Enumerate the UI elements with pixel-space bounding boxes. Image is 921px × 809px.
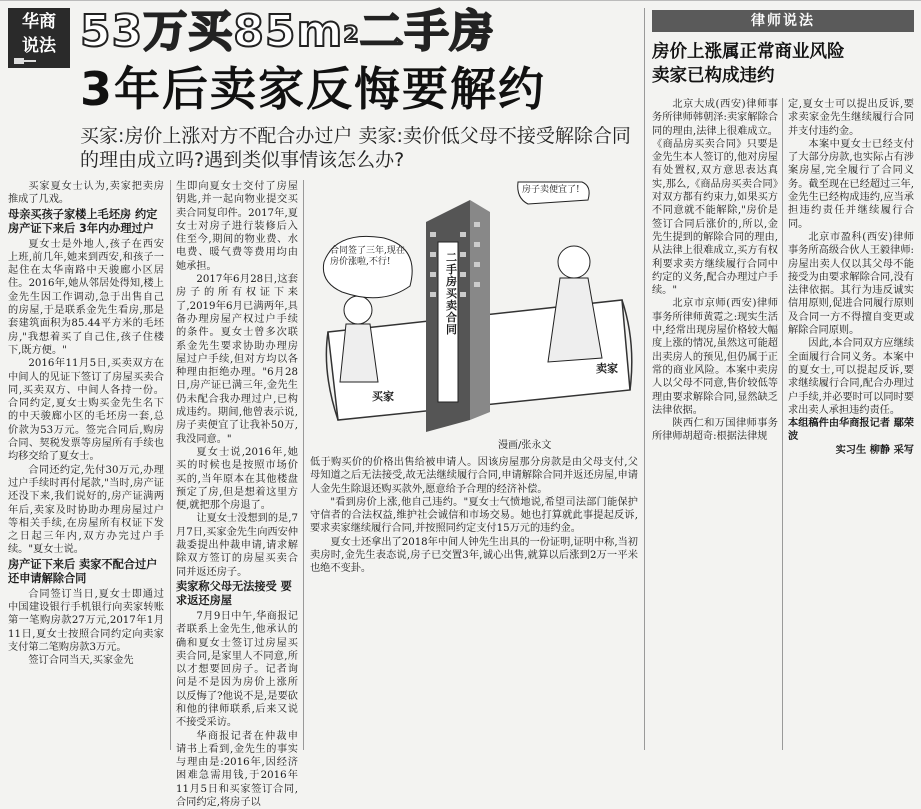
paragraph: 签订合同当天,买家金先 <box>28 655 134 667</box>
paragraph: 夏女士说,2016年,她买的时候也是按照市场价买的,当年原本在其他楼盘预定了房,但是想着这里方便,就把那个房退了。 <box>176 446 298 512</box>
paragraph: 生即向夏女士交付了房屋钥匙,并一起向物业提交买卖合同复印件。2017年,夏女士对房子进行装修后入住至今,期间的物业费、水电费、暖气费等费用均由她承担。 <box>176 181 298 272</box>
gavel-icon <box>12 56 38 70</box>
banner-label-left: 买家 <box>372 390 394 403</box>
paragraph: 2016年11月5日,买卖双方在中间人的见证下签订了房屋买卖合同,买卖双方、中间人各持一份。合同约定,夏女士购买金先生名下的中天骏廊小区的毛坯房一套,总价款为53万元。签完合同后,购房合同、契税发票等房屋所有手续也均移交给了夏女士。 <box>8 358 164 463</box>
paragraph: 夏女士还拿出了2018年中间人钟先生出具的一份证明,证明中称,当初卖房时,金先生表态说,房子已交置3年,诚心出售,就算以后涨到2万一平米也绝不变卦。 <box>310 536 638 575</box>
paragraph: 2017年6月28日,这套房子的所有权证下来了,2019年6月已满两年,具备办理房屋产权过户手续的条件。夏女士曾多次联系金先生要求协助办理房屋过户手续,但对方均以各种理由拒绝办理。"6月28日,房产证已满三年,金先生仍未配合我办理过户,已构成违约。期间,他曾表示说,房子卖便宜了让我补50万,我没同意。" <box>176 274 298 445</box>
paragraph: 低于购买价的价格出售给被申请人。因该房屋那分房款是由父母支付,父母知道之后无法接受,故无法继续履行合同,申请解除合同并返还房屋,申请人金先生除退还购买款外,愿意给予合理的经济补偿。 <box>310 457 638 495</box>
logo-line2: 说法 <box>22 36 56 56</box>
paragraph: 7月9日中午,华商报记者联系上金先生,他承认的确和夏女士签订过房屋买卖合同,是家里人不同意,所以才想要回房子。记者询问是不是因为房价上涨所以反悔了?他说不是,是要砍和他的律师联系,后来又说不接受采访。 <box>176 610 298 729</box>
paragraph: 因此,本合同双方应继续全面履行合同义务。本案中的夏女士,可以提起反诉,要求继续履行合同,配合办理过户手续,并必要时可以同时要求出卖人承担违约责任。 <box>788 338 914 416</box>
cartoon-drawing <box>322 182 636 442</box>
subheadline: 买家:房价上涨对方不配合办过户 卖家:卖价低父母不接受解除合同的理由成立吗?遇到类似事情该怎么办? <box>80 125 631 171</box>
headline-line2: 3年后卖家反悔要解约 <box>80 62 547 116</box>
column-logo <box>8 8 70 68</box>
paragraph: "看到房价上涨,他自己违约。"夏女士气愤地说,希望司法部门能保护守信者的合法权益,维护社会诚信和市场交易。她也打算就此事提起反诉,要求卖家继续履行合同,并按照同约定支付15万元的违约金。 <box>310 496 638 535</box>
building-label: 二手房买卖合同 <box>446 251 457 336</box>
paragraph: 合同还约定,先付30万元,办理过户手续时再付尾款,"当时,房产证还没下来,我们说好的,房产证满两年后,卖家及时协助办理房屋过户等相关手续,在房屋所有权证下发之日起三年内,双方办完过户手续。"夏女士说。 <box>8 464 164 556</box>
sidebar-title: 房价上涨属正常商业风险 卖家已构成违约 <box>652 42 845 86</box>
paragraph: 北京市京师(西安)律师事务所律师黄霓之:现实生活中,经常出现房屋价格较大幅度上涨的情况,虽然这可能超出卖房人的预见,但仍属于正常的商业风险。本案中卖房人以父母不同意,售价较低等理由要求解除合同,显然缺乏法律依据。 <box>652 298 778 416</box>
paragraph: 定,夏女士可以提出反诉,要求卖家金先生继续履行合同并支付违约金。 <box>788 99 914 137</box>
byline: 本组稿件由华商报记者 鄢荣波 <box>788 418 914 443</box>
section-heading: 母亲买孩子家楼上毛坯房 约定房产证下来后 3年内办理过户 <box>8 207 158 235</box>
paragraph: 让夏女士没想到的是,7月7日,买家金先生向西安仲裁委提出仲裁申请,请求解除双方签订的房屋买卖合同并返还房子。 <box>176 513 298 578</box>
speech-bubble-left: 合同签了三年,现在房价涨啦,不行! <box>330 246 405 267</box>
banner-label-right: 卖家 <box>596 362 618 375</box>
article-column-3 <box>310 456 638 752</box>
paragraph: 本案中夏女士已经支付了大部分房款,也实际占有涉案房屋,完全履行了合同义务。截至现在已经超过三年,金先生已经构成违约,应当承担违约责任并继续履行合同。 <box>788 138 914 230</box>
paragraph: 华商报记者在仲裁申请书上看到,金先生的事实与理由是:2016年,因经济困难急需用钱,于2016年11月5日和买家签订合同,合同约定,将房子以 <box>176 730 298 809</box>
section-heading: 房产证下来后 卖家不配合过户 还申请解除合同 <box>8 557 158 585</box>
cartoon-illustration <box>322 182 636 452</box>
section-band: 律师说法 <box>652 10 914 32</box>
illustration-credit: 漫画/张永文 <box>498 440 552 451</box>
paragraph: 买家夏女士认为,卖家把卖房推成了几戏。 <box>8 181 164 206</box>
paragraph: 北京大成(西安)律师事务所律师韩朝泽:卖家解除合同的理由,法律上很难成立。《商品房买卖合同》只要是金先生本人签订的,他对房屋有处置权,双方意思表达真实,那么,《商品房买卖合同》对双方都有约束力,如果买方不同意就不能解除,"房价是签订合同后涨价的,所以,金先生提到的解除合同的理由,从法律上很难成立,买方有权利要求卖方继续履行合同中约定的义务,配合办理过户手续。" <box>652 99 778 297</box>
section-heading: 卖家称父母无法接受 要求返还房屋 <box>176 579 292 607</box>
logo-line1: 华商 <box>22 12 56 32</box>
paragraph: 夏女士是外地人,孩子在西安上班,前几年,她来到西安,和孩子一起住在太华南路中天骏廊小区居住。2016年,她从邻居处得知,楼上金先生因工作调动,急于出售自己的房屋,于是联系金先生看房,那是套建筑面积为85.44平方米的毛坯房,"我想着买了自己住,孩子住楼下,既方便。" <box>8 238 164 356</box>
article-column-1 <box>8 180 164 752</box>
headline-line1: 53万买$85m^2$二手房 <box>80 6 495 57</box>
speech-bubble-right: 房子卖便宜了! <box>522 185 580 195</box>
sidebar-column-1 <box>652 98 778 752</box>
sidebar-column-2 <box>788 98 914 752</box>
paragraph: 陕西仁和万国律师事务所律师胡超奇:根据法律规 <box>652 418 778 443</box>
article-column-2 <box>176 180 298 809</box>
byline: 实习生 柳静 采写 <box>835 444 914 456</box>
paragraph: 合同签订当日,夏女士即通过中国建设银行手机银行向卖家转账第一笔购房款27万元,2017年1月11日,夏女士按照合同约定向卖家支付第二笔购房款3万元。 <box>8 588 164 653</box>
paragraph: 北京市盈科(西安)律师事务所高级合伙人王毅律师:房屋出卖人仅以其父母不能接受为由要求解除合同,没有法律依据。其行为违反诚实信用原则,促进合同履行原则及合同一方不得擅自变更或解除合同原则。 <box>788 231 914 337</box>
